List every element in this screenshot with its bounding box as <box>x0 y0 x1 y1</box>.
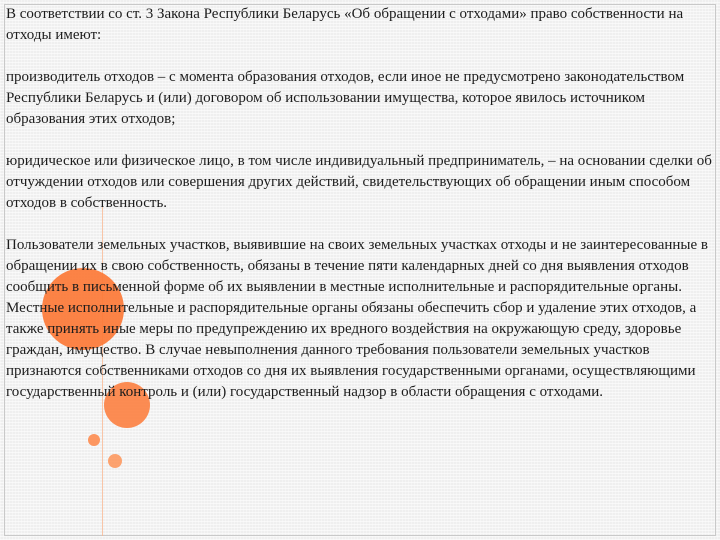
intro-paragraph: В соответствии со ст. 3 Закона Республики Беларусь «Об обращении с отходами» право собственности на отходы имеют: <box>6 6 684 43</box>
legal-person-paragraph: юридическое или физическое лицо, в том числе индивидуальный предприниматель, – на основании сделки об отчуждении отходов или совершения других действий, свидетельствующих об обращении иным способом отходов в собственность. <box>6 153 712 211</box>
decorative-circle-small <box>108 454 122 468</box>
producer-paragraph: производитель отходов – с момента образования отходов, если иное не предусмотрено законодательством Республики Беларусь и (или) договором об использовании имущества, которое явилось источником образования этих отходов; <box>6 69 685 127</box>
land-users-paragraph: Пользователи земельных участков, выявившие на своих земельных участках отходы и не заинтересованные в обращении их в свою собственность, обязаны в течение пяти календарных дней со дня выявления отходов сообщить в письменной форме об их выявлении в местные исполнительные и распорядительные органы. Местные исполнительные и распорядительные органы обязаны обеспечить сбор и удаление этих отходов, а также принять иные меры по предупреждению их вредного воздействия на окружающую среду, здоровье граждан, имущество. В случае невыполнения данного требования пользователи земельных участков признаются собственниками отходов со дня их выявления государственными органами, осуществляющими государственный контроль и (или) государственный надзор в области обращения с отходами. <box>6 237 708 400</box>
decorative-circle-small <box>88 434 100 446</box>
slide-body <box>6 4 712 403</box>
